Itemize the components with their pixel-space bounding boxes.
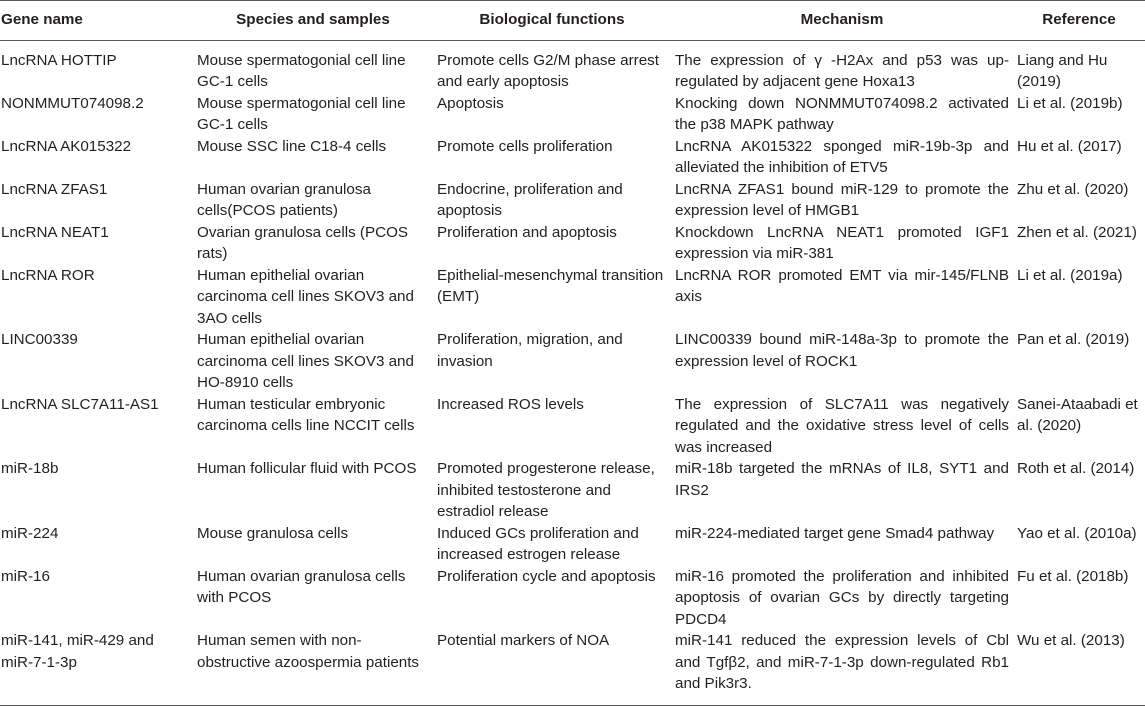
mechanism-cell: miR-224-mediated target gene Smad4 pathway [675,524,995,542]
mechanism-cell: The expression of γ -H2Ax and p53 was up-regulated by adjacent gene Hoxa13 [675,51,1009,90]
species-cell: Human testicular embryonic carcinoma cells line NCCIT cells [197,395,415,434]
gene-name-cell: miR-16 [1,567,50,585]
functions-cell: Induced GCs proliferation and increased estrogen release [437,524,639,563]
species-cell: Ovarian granulosa cells (PCOS rats) [197,223,409,262]
table-row [0,93,1145,136]
species-cell: Human ovarian granulosa cells(PCOS patients) [197,180,371,219]
functions-cell: Epithelial-mesenchymal transition (EMT) [437,266,664,305]
gene-name-cell: miR-141, miR-429 and miR-7-1-3p [0,630,193,705]
mechanism-cell: LncRNA ROR promoted EMT via mir-145/FLNB axis [675,266,1009,305]
header-species: Species and samples [193,1,433,41]
gene-name-cell: LncRNA HOTTIP [1,51,117,69]
species-cell: Mouse spermatogonial cell line GC-1 cells [197,51,406,90]
gene-name-cell: LncRNA SLC7A11-AS1 [1,395,159,413]
reference-cell: Pan et al. (2019) [1017,331,1130,348]
gene-name-cell: NONMMUT074098.2 [1,94,144,112]
reference-cell: Sanei-Ataabadi et al. (2020) [1017,395,1138,434]
mechanism-cell: miR-141 reduced the expression levels of Cbl and Tgfβ2, and miR-7-1-3p down-regulated Rb1 and Pik3r3. [671,630,1013,705]
gene-name-cell: LncRNA NEAT1 [1,223,109,241]
table-row [0,566,1145,631]
table-row [0,222,1145,265]
table-body [0,40,1145,705]
reference-cell: Fu et al. (2018b) [1017,567,1129,585]
table-row [0,136,1145,179]
mechanism-cell: LncRNA AK015322 sponged miR-19b-3p and alleviated the inhibition of ETV5 [675,137,1009,176]
mechanism-cell: Knockdown LncRNA NEAT1 promoted IGF1 expression via miR-381 [675,223,1009,262]
species-cell: Human ovarian granulosa cells with PCOS [197,567,406,606]
table-row [0,458,1145,523]
reference-cell: Li et al. (2019b) [1017,94,1123,112]
mechanism-cell: Knocking down NONMMUT074098.2 activated the p38 MAPK pathway [675,94,1009,133]
gene-name-cell: LncRNA ROR [1,266,95,284]
table-row [0,523,1145,566]
header-gene-name: Gene name [0,1,193,41]
table-row [0,394,1145,459]
species-cell: Mouse spermatogonial cell line GC-1 cells [197,94,406,133]
header-row [0,1,1145,41]
header-functions: Biological functions [433,1,671,41]
gene-name-cell: LncRNA ZFAS1 [1,180,108,198]
species-cell: Human semen with non-obstructive azoospermia patients [193,630,433,705]
species-cell: Human follicular fluid with PCOS [197,460,417,477]
mechanism-cell: The expression of SLC7A11 was negatively regulated and the oxidative stress level of cells was increased [675,395,1009,456]
header-reference: Reference [1013,1,1145,41]
functions-cell: Proliferation, migration, and invasion [437,331,623,370]
gene-name-cell: miR-18b [1,460,59,477]
reference-cell: Yao et al. (2010a) [1017,524,1137,542]
gene-name-cell: LINC00339 [1,331,78,348]
reference-cell: Zhu et al. (2020) [1017,180,1129,198]
functions-cell: Promoted progesterone release, inhibited testosterone and estradiol release [437,460,655,520]
species-cell: Mouse granulosa cells [197,524,349,542]
header-mechanism: Mechanism [671,1,1013,41]
functions-cell: Potential markers of NOA [433,630,671,705]
functions-cell: Endocrine, proliferation and apoptosis [437,180,623,219]
functions-cell: Proliferation cycle and apoptosis [437,567,656,585]
functions-cell: Promote cells proliferation [437,137,613,155]
mechanism-cell: LINC00339 bound miR-148a-3p to promote the expression level of ROCK1 [675,331,1009,370]
functions-cell: Promote cells G2/M phase arrest and early apoptosis [437,51,659,90]
reference-cell: Hu et al. (2017) [1017,137,1122,155]
functions-cell: Proliferation and apoptosis [437,223,617,241]
gene-name-cell: miR-224 [1,524,59,542]
table-row [0,329,1145,394]
species-cell: Mouse SSC line C18-4 cells [197,137,387,155]
reference-cell: Li et al. (2019a) [1017,266,1123,284]
table-row [0,179,1145,222]
mechanism-cell: LncRNA ZFAS1 bound miR-129 to promote the expression level of HMGB1 [675,180,1009,219]
mechanism-cell: miR-18b targeted the mRNAs of IL8, SYT1 and IRS2 [675,460,1009,499]
table-row [0,265,1145,330]
functions-cell: Increased ROS levels [437,395,584,413]
species-cell: Human epithelial ovarian carcinoma cell lines SKOV3 and HO-8910 cells [197,331,414,391]
table-row [0,40,1145,93]
reference-cell: Liang and Hu (2019) [1017,51,1108,90]
functions-cell: Apoptosis [437,94,504,112]
gene-name-cell: LncRNA AK015322 [1,137,132,155]
reference-cell: Roth et al. (2014) [1017,460,1135,477]
mechanism-cell: miR-16 promoted the proliferation and inhibited apoptosis of ovarian GCs by directly targeting PDCD4 [675,567,1009,628]
reference-cell: Wu et al. (2013) [1013,630,1145,705]
reference-cell: Zhen et al. (2021) [1017,223,1137,241]
table-header [0,1,1145,41]
table-row [0,630,1145,705]
species-cell: Human epithelial ovarian carcinoma cell lines SKOV3 and 3AO cells [197,266,414,327]
